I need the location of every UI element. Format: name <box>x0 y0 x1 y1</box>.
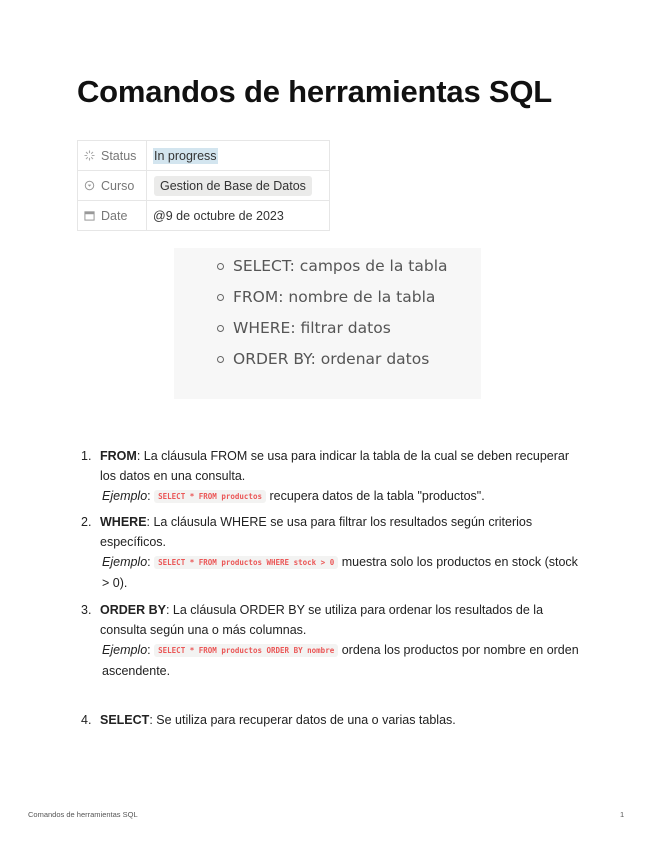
select-circle-icon <box>84 180 95 191</box>
curso-tag: Gestion de Base de Datos <box>154 176 312 196</box>
term-description: : La cláusula WHERE se usa para filtrar los resultados según criterios específicos. <box>100 515 533 549</box>
term-description: : La cláusula FROM se usa para indicar la tabla de la cual se deben recuperar los datos en una consulta. <box>100 449 569 483</box>
numbered-list <box>81 446 581 730</box>
status-spinner-icon <box>84 150 95 161</box>
term-description: : La cláusula ORDER BY se utiliza para ordenar los resultados de la consulta según una o más columnas. <box>100 603 544 637</box>
list-number: 4. <box>81 713 92 727</box>
property-key: Date <box>101 208 128 223</box>
page-number: 1 <box>620 810 625 819</box>
list-item <box>81 512 581 593</box>
circle-bullet-icon <box>217 356 224 363</box>
property-row-status[interactable] <box>78 141 330 171</box>
sql-term: ORDER BY <box>100 603 166 617</box>
properties-table <box>77 140 330 231</box>
property-row-date[interactable] <box>78 201 330 231</box>
inline-code: SELECT * FROM productos WHERE stock > 0 <box>154 556 338 569</box>
image-bullet-item: WHERE: filtrar datos <box>174 316 481 347</box>
term-description: : Se utiliza para recuperar datos de una o varias tablas. <box>149 713 456 727</box>
calendar-icon <box>84 210 95 221</box>
image-bullet-item: FROM: nombre de la tabla <box>174 285 481 316</box>
page-title: Comandos de herramientas SQL <box>77 74 553 109</box>
inline-code: SELECT * FROM productos <box>154 490 266 503</box>
list-number: 3. <box>81 603 92 617</box>
list-number: 2. <box>81 515 92 529</box>
list-item <box>81 600 581 681</box>
sql-term: FROM <box>100 449 137 463</box>
property-row-curso[interactable] <box>78 171 330 201</box>
date-value: @9 de octubre de 2023 <box>153 208 284 223</box>
example-paragraph: Ejemplo: SELECT * FROM productos WHERE stock > 0 muestra solo los productos en stock (stock > 0). <box>102 555 578 590</box>
list-item <box>81 710 581 730</box>
list-number: 1. <box>81 449 92 463</box>
footer-title: Comandos de herramientas SQL <box>28 810 138 819</box>
example-paragraph: Ejemplo: SELECT * FROM productos ORDER BY nombre ordena los productos por nombre en orden ascendente. <box>102 643 579 678</box>
circle-bullet-icon <box>217 294 224 301</box>
status-value: In progress <box>154 148 217 163</box>
circle-bullet-icon <box>217 325 224 332</box>
embedded-image <box>174 248 481 399</box>
image-bullet-item: SELECT: campos de la tabla <box>174 254 481 285</box>
image-bullet-item: ORDER BY: ordenar datos <box>174 347 481 378</box>
sql-term: WHERE <box>100 515 147 529</box>
property-key: Status <box>101 148 137 163</box>
sql-term: SELECT <box>100 713 150 727</box>
inline-code: SELECT * FROM productos ORDER BY nombre <box>154 644 338 657</box>
circle-bullet-icon <box>217 263 224 270</box>
property-key: Curso <box>101 178 135 193</box>
example-paragraph: Ejemplo: SELECT * FROM productos recupera datos de la tabla "productos". <box>102 489 485 503</box>
list-item <box>81 446 581 507</box>
